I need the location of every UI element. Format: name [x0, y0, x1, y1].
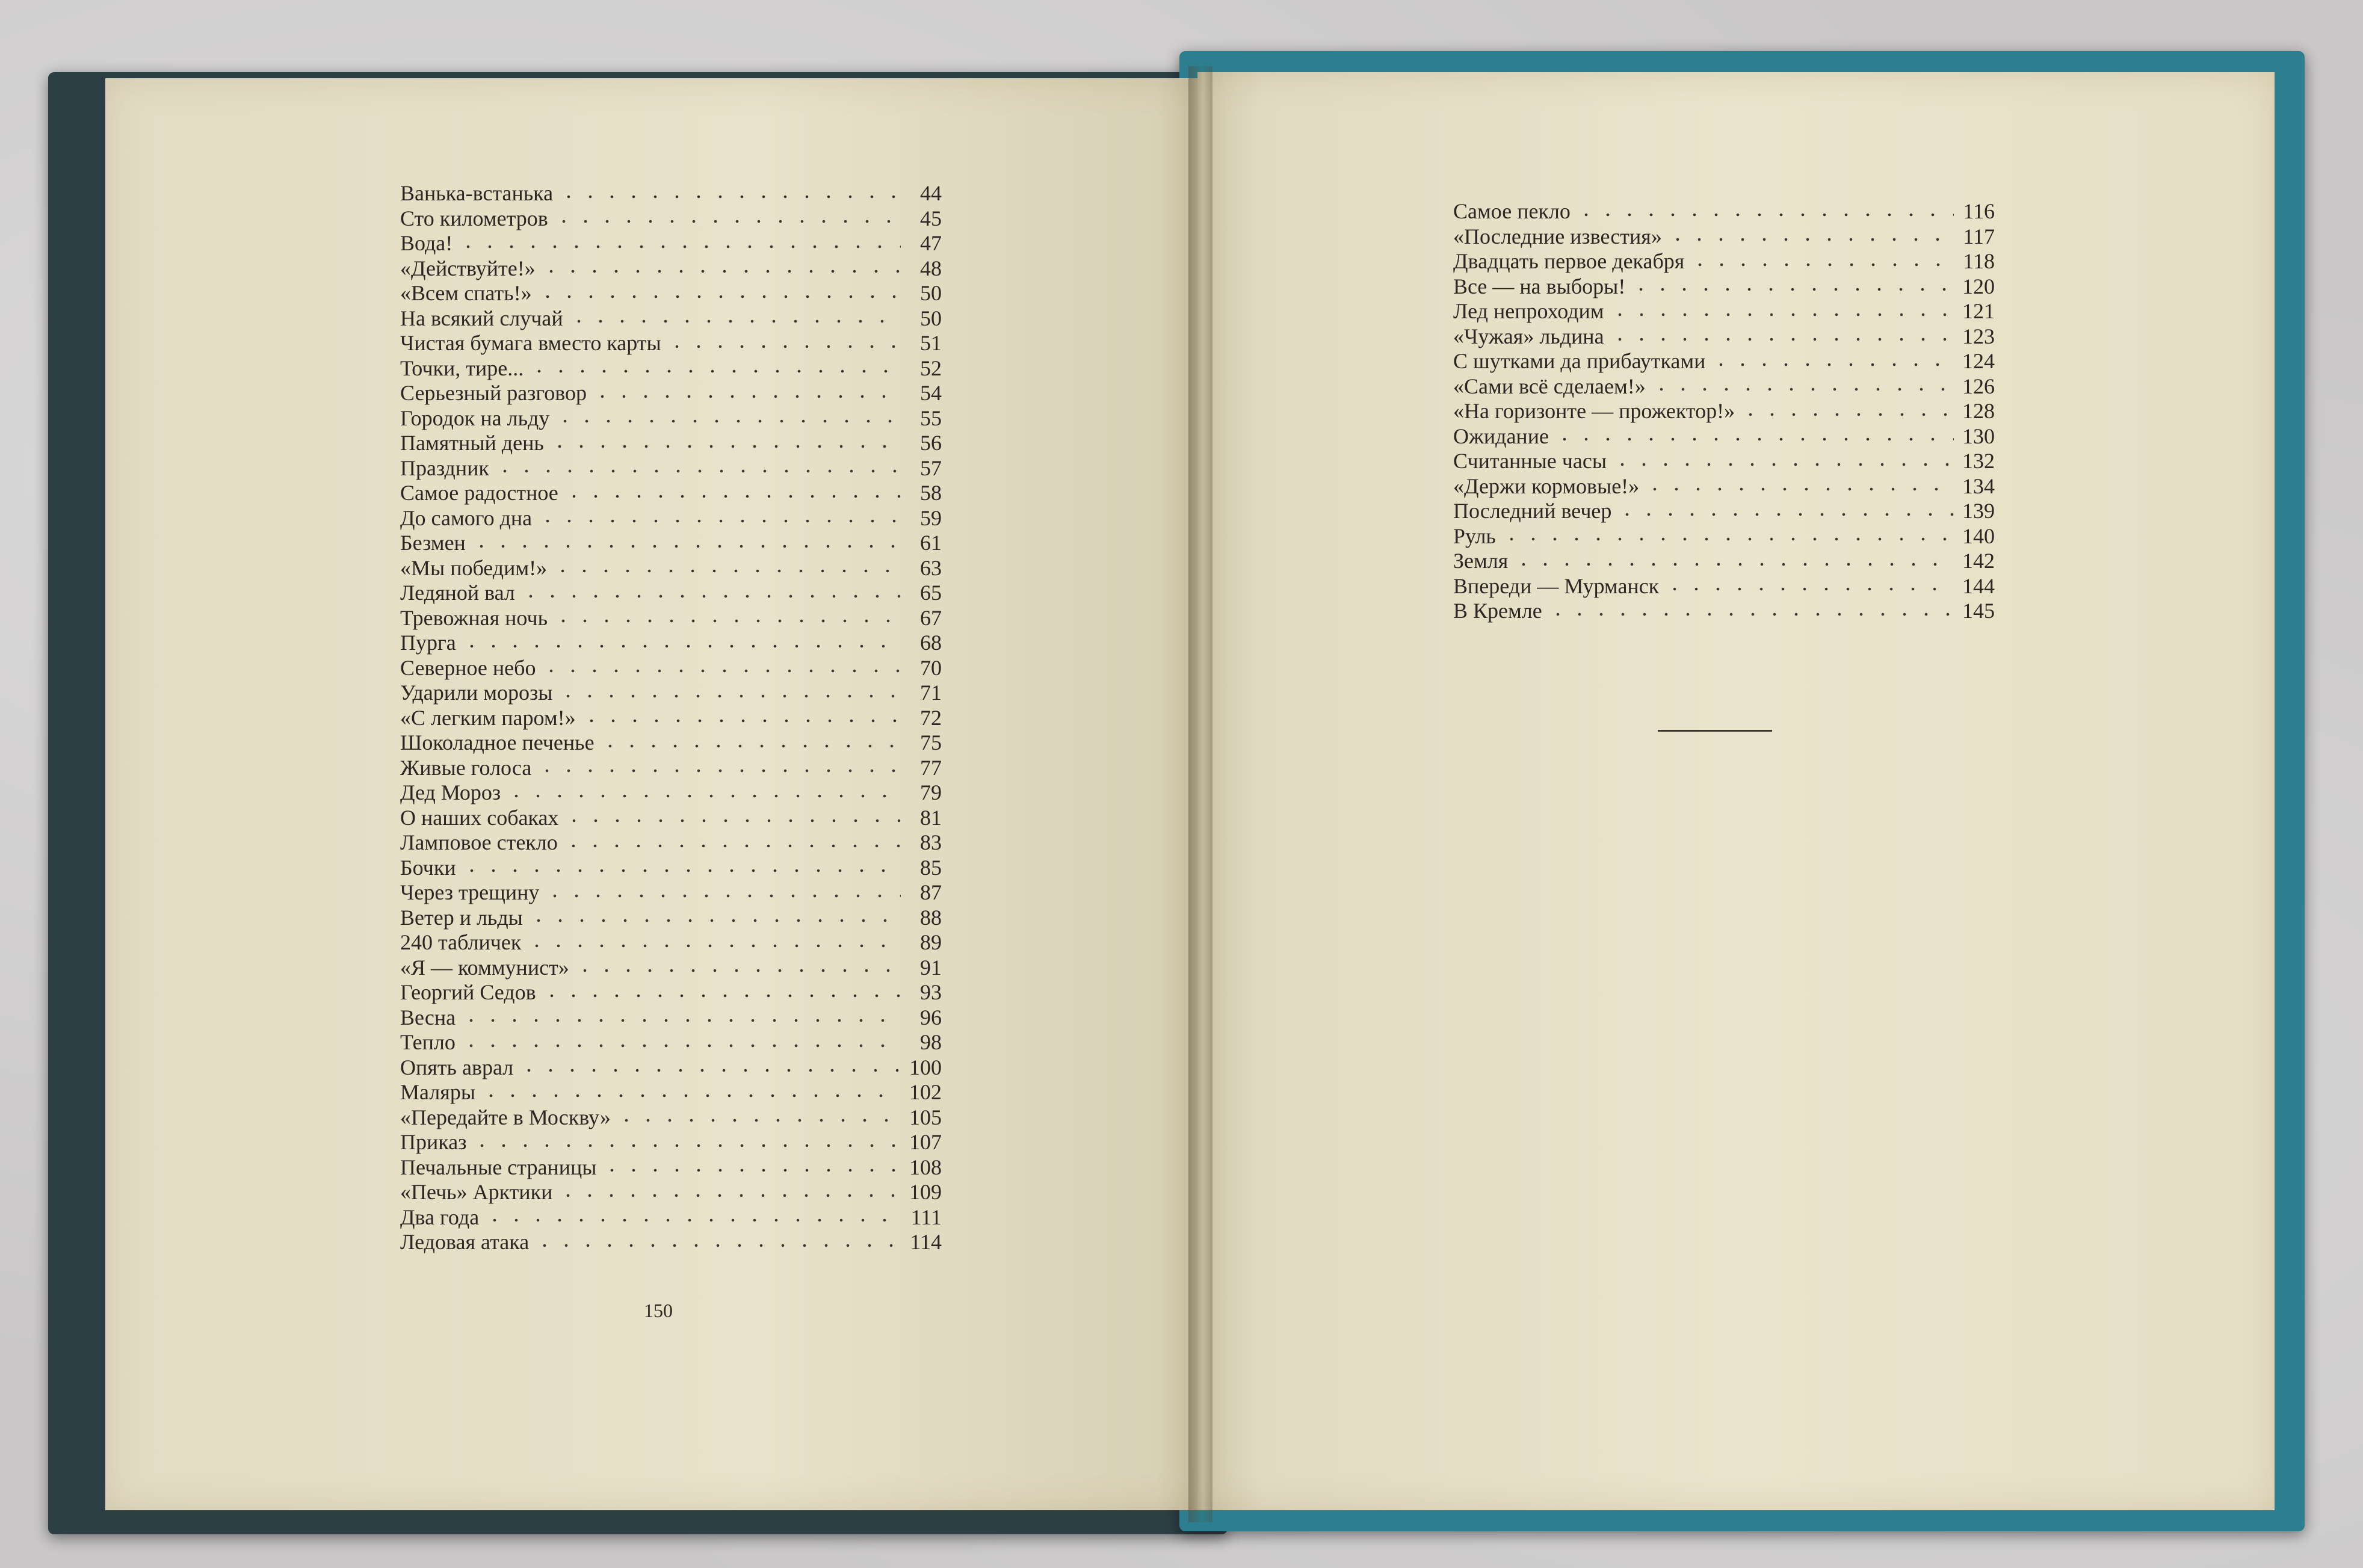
toc-entry — [400, 780, 942, 805]
toc-entry — [1453, 474, 1995, 499]
toc-entry-page: 89 — [920, 930, 942, 954]
toc-entry-title: Памятный день — [400, 431, 544, 455]
toc-entry-title: Шоколадное печенье — [400, 730, 595, 755]
toc-dot-leader — [1611, 463, 1954, 466]
toc-entry-title: «Мы победим!» — [400, 555, 548, 580]
toc-entry-title: Тревожная ночь — [400, 605, 548, 630]
toc-dot-leader — [599, 744, 901, 748]
page-number-folio: 150 — [644, 1300, 673, 1321]
toc-dot-leader — [1630, 288, 1954, 291]
toc-entry — [400, 206, 942, 231]
toc-entry — [400, 406, 942, 431]
toc-dot-leader — [518, 1069, 901, 1072]
toc-entry — [400, 605, 942, 631]
toc-entry-title: «Действуйте!» — [400, 256, 536, 280]
toc-entry — [400, 530, 942, 555]
toc-entry-page: 55 — [920, 406, 942, 430]
toc-entry-title: Георгий Седов — [400, 980, 536, 1004]
toc-entry — [1453, 424, 1995, 449]
toc-entry-page: 108 — [909, 1155, 942, 1179]
toc-dot-leader — [528, 369, 901, 373]
toc-dot-leader — [544, 894, 901, 898]
toc-entry — [400, 1029, 942, 1055]
toc-entry-title: Праздник — [400, 455, 489, 480]
toc-dot-leader — [592, 395, 901, 398]
toc-dot-leader — [553, 220, 901, 223]
toc-entry-page: 144 — [1962, 573, 1995, 598]
toc-entry-page: 98 — [920, 1030, 942, 1054]
toc-entry-page: 102 — [909, 1080, 942, 1104]
toc-dot-leader — [457, 245, 901, 248]
toc-entry-page: 105 — [909, 1105, 942, 1129]
toc-entry-page: 72 — [920, 705, 942, 730]
toc-dot-leader — [528, 919, 901, 922]
toc-entry-page: 109 — [909, 1180, 942, 1204]
toc-entry-title: Маляры — [400, 1080, 476, 1104]
toc-entry-title: Лед непроходим — [1453, 299, 1604, 323]
toc-entry-title: Живые голоса — [400, 755, 532, 780]
toc-entry-title: До самого дна — [400, 505, 533, 530]
toc-entry-title: Городок на льду — [400, 406, 550, 430]
toc-dot-leader — [574, 969, 901, 972]
toc-dot-leader — [541, 994, 901, 998]
toc-entry-page: 120 — [1962, 274, 1995, 298]
toc-entry-title: Земля — [1453, 549, 1509, 573]
toc-dot-leader — [534, 1244, 901, 1247]
toc-entry-page: 111 — [910, 1205, 942, 1229]
toc-entry-title: Ударили морозы — [400, 681, 553, 705]
toc-entry — [400, 980, 942, 1005]
toc-entry-title: Дед Мороз — [400, 780, 501, 804]
toc-entry-title: На всякий случай — [400, 306, 563, 330]
toc-dot-leader — [526, 944, 901, 948]
toc-entry-page: 114 — [910, 1230, 942, 1254]
toc-dot-leader — [540, 669, 901, 673]
toc-entry — [1453, 448, 1995, 474]
toc-entry — [400, 930, 942, 955]
toc-entry-title: Считанные часы — [1453, 449, 1607, 473]
toc-entry — [400, 755, 942, 780]
toc-entry-page: 88 — [920, 905, 942, 930]
toc-entry-title: «Печь» Арктики — [400, 1180, 553, 1204]
toc-entry — [400, 1205, 942, 1230]
toc-entry — [400, 880, 942, 905]
toc-entry-page: 91 — [920, 955, 942, 980]
toc-entry-page: 63 — [920, 555, 942, 580]
toc-dot-leader — [563, 819, 901, 823]
toc-entry-title: «На горизонте — прожектор!» — [1453, 399, 1735, 423]
toc-entry-title: Самое пекло — [1453, 199, 1571, 223]
toc-dot-leader — [460, 1044, 901, 1048]
toc-dot-leader — [471, 545, 901, 548]
toc-dot-leader — [1575, 213, 1954, 217]
toc-entry-title: Приказ — [400, 1130, 467, 1154]
toc-entry-page: 45 — [920, 206, 942, 230]
toc-entry — [400, 455, 942, 481]
toc-entry-page: 134 — [1962, 474, 1995, 498]
toc-entry-title: О наших собаках — [400, 805, 559, 830]
toc-entry — [1453, 298, 1995, 324]
toc-dot-leader — [1609, 313, 1954, 316]
toc-entry — [400, 505, 942, 531]
toc-entry — [400, 256, 942, 281]
toc-entry — [400, 1005, 942, 1030]
toc-dot-leader — [1644, 487, 1954, 491]
toc-entry-title: Вода! — [400, 231, 453, 255]
toc-entry-page: 93 — [920, 980, 942, 1004]
toc-entry-page: 70 — [920, 655, 942, 680]
toc-entry — [400, 280, 942, 306]
toc-entry-page: 79 — [920, 780, 942, 804]
toc-dot-leader — [1513, 563, 1954, 566]
toc-entry-title: «Сами всё сделаем!» — [1453, 374, 1646, 398]
toc-dot-leader — [484, 1218, 901, 1222]
toc-entry-page: 50 — [920, 281, 942, 305]
toc-entry-title: «Последние известия» — [1453, 224, 1662, 248]
toc-entry — [400, 1055, 942, 1080]
toc-entry — [400, 181, 942, 206]
toc-entry-title: Безмен — [400, 531, 466, 555]
toc-dot-leader — [1667, 238, 1954, 241]
toc-entry-title: Впереди — Мурманск — [1453, 573, 1660, 598]
toc-entry — [400, 230, 942, 256]
toc-entry-title: «Передайте в Москву» — [400, 1105, 611, 1129]
toc-entry-page: 128 — [1962, 399, 1995, 423]
toc-dot-leader — [552, 569, 901, 573]
toc-dot-leader — [1689, 263, 1954, 267]
toc-entry-title: Ледяной вал — [400, 581, 515, 605]
toc-entry-page: 44 — [920, 181, 942, 205]
toc-entry-title: «Всем спать!» — [400, 281, 532, 305]
toc-entry — [400, 430, 942, 455]
toc-entry-page: 130 — [1962, 424, 1995, 448]
toc-dot-leader — [537, 519, 901, 523]
toc-entry-title: Двадцать первое декабря — [1453, 249, 1685, 273]
toc-entry-title: Самое радостное — [400, 481, 558, 505]
toc-dot-leader — [461, 869, 901, 872]
toc-entry-page: 87 — [920, 880, 942, 904]
toc-entry-title: Чистая бумага вместо карты — [400, 331, 661, 355]
toc-entry-title: Опять аврал — [400, 1055, 514, 1079]
toc-entry — [400, 356, 942, 381]
toc-entry — [400, 705, 942, 730]
toc-entry-title: Весна — [400, 1005, 456, 1029]
toc-entry-page: 100 — [909, 1055, 942, 1079]
toc-dot-leader — [1710, 363, 1954, 366]
toc-dot-leader — [616, 1119, 901, 1122]
toc-entry — [400, 805, 942, 830]
toc-entry — [1453, 573, 1995, 599]
toc-entry — [400, 630, 942, 655]
toc-entry — [1453, 548, 1995, 573]
toc-dot-leader — [505, 794, 901, 798]
toc-entry-page: 123 — [1962, 324, 1995, 348]
toc-entry-page: 121 — [1962, 299, 1995, 323]
toc-entry-title: Сто километров — [400, 206, 548, 230]
toc-entry-title: Пурга — [400, 631, 456, 655]
toc-entry-page: 126 — [1962, 374, 1995, 398]
toc-entry-title: Серьезный разговор — [400, 381, 587, 405]
toc-entry-title: Все — на выборы! — [1453, 274, 1626, 298]
toc-entry — [400, 555, 942, 581]
toc-dot-leader — [537, 295, 901, 298]
toc-entry-page: 67 — [920, 605, 942, 630]
toc-entry — [400, 1129, 942, 1155]
toc-entry — [400, 380, 942, 406]
toc-dot-leader — [1740, 413, 1954, 416]
toc-right-list — [1453, 199, 1995, 623]
toc-entry-page: 56 — [920, 431, 942, 455]
toc-entry-page: 50 — [920, 306, 942, 330]
toc-dot-leader — [563, 844, 901, 848]
toc-entry-title: «Я — коммунист» — [400, 955, 569, 980]
toc-entry — [1453, 598, 1995, 623]
toc-entry-page: 59 — [920, 505, 942, 530]
toc-entry — [400, 855, 942, 880]
toc-entry — [400, 955, 942, 980]
toc-entry — [1453, 199, 1995, 224]
toc-entry-page: 85 — [920, 855, 942, 880]
toc-entry — [1453, 398, 1995, 424]
toc-entry-title: В Кремле — [1453, 599, 1542, 623]
toc-entry-title: Руль — [1453, 523, 1496, 548]
toc-dot-leader — [536, 769, 901, 773]
toc-entry — [400, 1105, 942, 1130]
toc-dot-leader — [563, 495, 901, 498]
toc-dot-leader — [1651, 387, 1954, 391]
toc-entry-title: Северное небо — [400, 655, 536, 680]
toc-entry — [1453, 248, 1995, 274]
toc-entry — [1453, 224, 1995, 249]
toc-dot-leader — [1501, 537, 1954, 541]
toc-entry-page: 81 — [920, 805, 942, 830]
toc-entry-title: Бочки — [400, 855, 456, 880]
toc-entry-title: 240 табличек — [400, 930, 522, 954]
toc-dot-leader — [554, 419, 901, 423]
toc-entry — [400, 306, 942, 331]
book-gutter — [1188, 66, 1212, 1522]
toc-dot-leader — [1664, 587, 1954, 591]
toc-entry-page: 140 — [1962, 523, 1995, 548]
toc-dot-leader — [558, 195, 901, 199]
toc-entry-page: 96 — [920, 1005, 942, 1029]
toc-dot-leader — [549, 445, 901, 448]
toc-dot-leader — [1616, 513, 1954, 516]
toc-entry-page: 139 — [1962, 499, 1995, 523]
toc-dot-leader — [1554, 437, 1954, 441]
toc-entry — [400, 480, 942, 505]
toc-dot-leader — [557, 1194, 901, 1197]
toc-dot-leader — [540, 270, 901, 273]
toc-left-list — [400, 181, 942, 1255]
toc-dot-leader — [557, 694, 901, 698]
toc-entry-title: «Чужая» льдина — [1453, 324, 1604, 348]
toc-entry-title: Печальные страницы — [400, 1155, 597, 1179]
toc-entry — [400, 330, 942, 356]
toc-dot-leader — [480, 1094, 901, 1097]
toc-entry-page: 77 — [920, 755, 942, 780]
toc-entry — [400, 655, 942, 681]
toc-entry — [1453, 348, 1995, 374]
toc-entry-page: 51 — [920, 331, 942, 355]
toc-entry-page: 48 — [920, 256, 942, 280]
toc-entry-page: 132 — [1962, 449, 1995, 473]
toc-entry — [400, 905, 942, 930]
toc-entry — [400, 1229, 942, 1255]
toc-entry-title: Ветер и льды — [400, 905, 523, 930]
toc-entry-title: Через трещину — [400, 880, 540, 904]
toc-entry-title: «Держи кормовые!» — [1453, 474, 1640, 498]
toc-entry-page: 124 — [1962, 349, 1995, 373]
toc-entry-page: 83 — [920, 830, 942, 854]
toc-entry — [400, 1155, 942, 1180]
toc-entry-title: Ванька-встанька — [400, 181, 554, 205]
toc-dot-leader — [471, 1144, 901, 1147]
toc-entry — [400, 580, 942, 605]
toc-entry-page: 65 — [920, 581, 942, 605]
end-rule — [1658, 730, 1772, 732]
toc-entry-title: «С легким паром!» — [400, 705, 576, 730]
toc-entry-page: 54 — [920, 381, 942, 405]
toc-dot-leader — [461, 644, 901, 648]
toc-entry-title: Последний вечер — [1453, 499, 1612, 523]
toc-entry — [400, 680, 942, 705]
toc-entry — [1453, 324, 1995, 349]
toc-dot-leader — [581, 719, 901, 723]
toc-entry-page: 57 — [920, 455, 942, 480]
toc-entry-page: 71 — [920, 681, 942, 705]
toc-dot-leader — [666, 345, 901, 348]
toc-dot-leader — [520, 594, 901, 598]
toc-entry-title: Ламповое стекло — [400, 830, 558, 854]
toc-entry — [400, 1079, 942, 1105]
toc-dot-leader — [601, 1168, 901, 1172]
toc-entry-page: 52 — [920, 356, 942, 380]
toc-entry-page: 61 — [920, 531, 942, 555]
toc-entry — [1453, 274, 1995, 299]
toc-entry — [1453, 523, 1995, 549]
toc-entry-title: Ледовая атака — [400, 1230, 530, 1254]
toc-dot-leader — [552, 619, 901, 623]
toc-dot-leader — [1609, 338, 1954, 341]
toc-entry-page: 118 — [1963, 249, 1995, 273]
toc-entry-page: 47 — [920, 231, 942, 255]
toc-entry-page: 117 — [1963, 224, 1995, 248]
toc-dot-leader — [494, 469, 901, 473]
toc-entry — [400, 830, 942, 855]
toc-entry-page: 68 — [920, 631, 942, 655]
toc-entry-page: 142 — [1962, 549, 1995, 573]
toc-dot-leader — [460, 1019, 901, 1022]
toc-entry-page: 107 — [909, 1130, 942, 1154]
toc-entry-page: 145 — [1962, 599, 1995, 623]
toc-entry-title: Ожидание — [1453, 424, 1549, 448]
toc-dot-leader — [1547, 613, 1954, 616]
toc-entry-page: 58 — [920, 481, 942, 505]
toc-dot-leader — [568, 319, 901, 323]
toc-entry-page: 75 — [920, 730, 942, 755]
toc-entry-title: С шутками да прибаутками — [1453, 349, 1706, 373]
toc-entry-title: Тепло — [400, 1030, 456, 1054]
toc-entry-page: 116 — [1963, 199, 1995, 223]
toc-entry-title: Два года — [400, 1205, 480, 1229]
toc-entry — [1453, 374, 1995, 399]
toc-entry — [1453, 498, 1995, 523]
toc-entry — [400, 730, 942, 755]
toc-entry-title: Точки, тире... — [400, 356, 524, 380]
toc-entry — [400, 1179, 942, 1205]
